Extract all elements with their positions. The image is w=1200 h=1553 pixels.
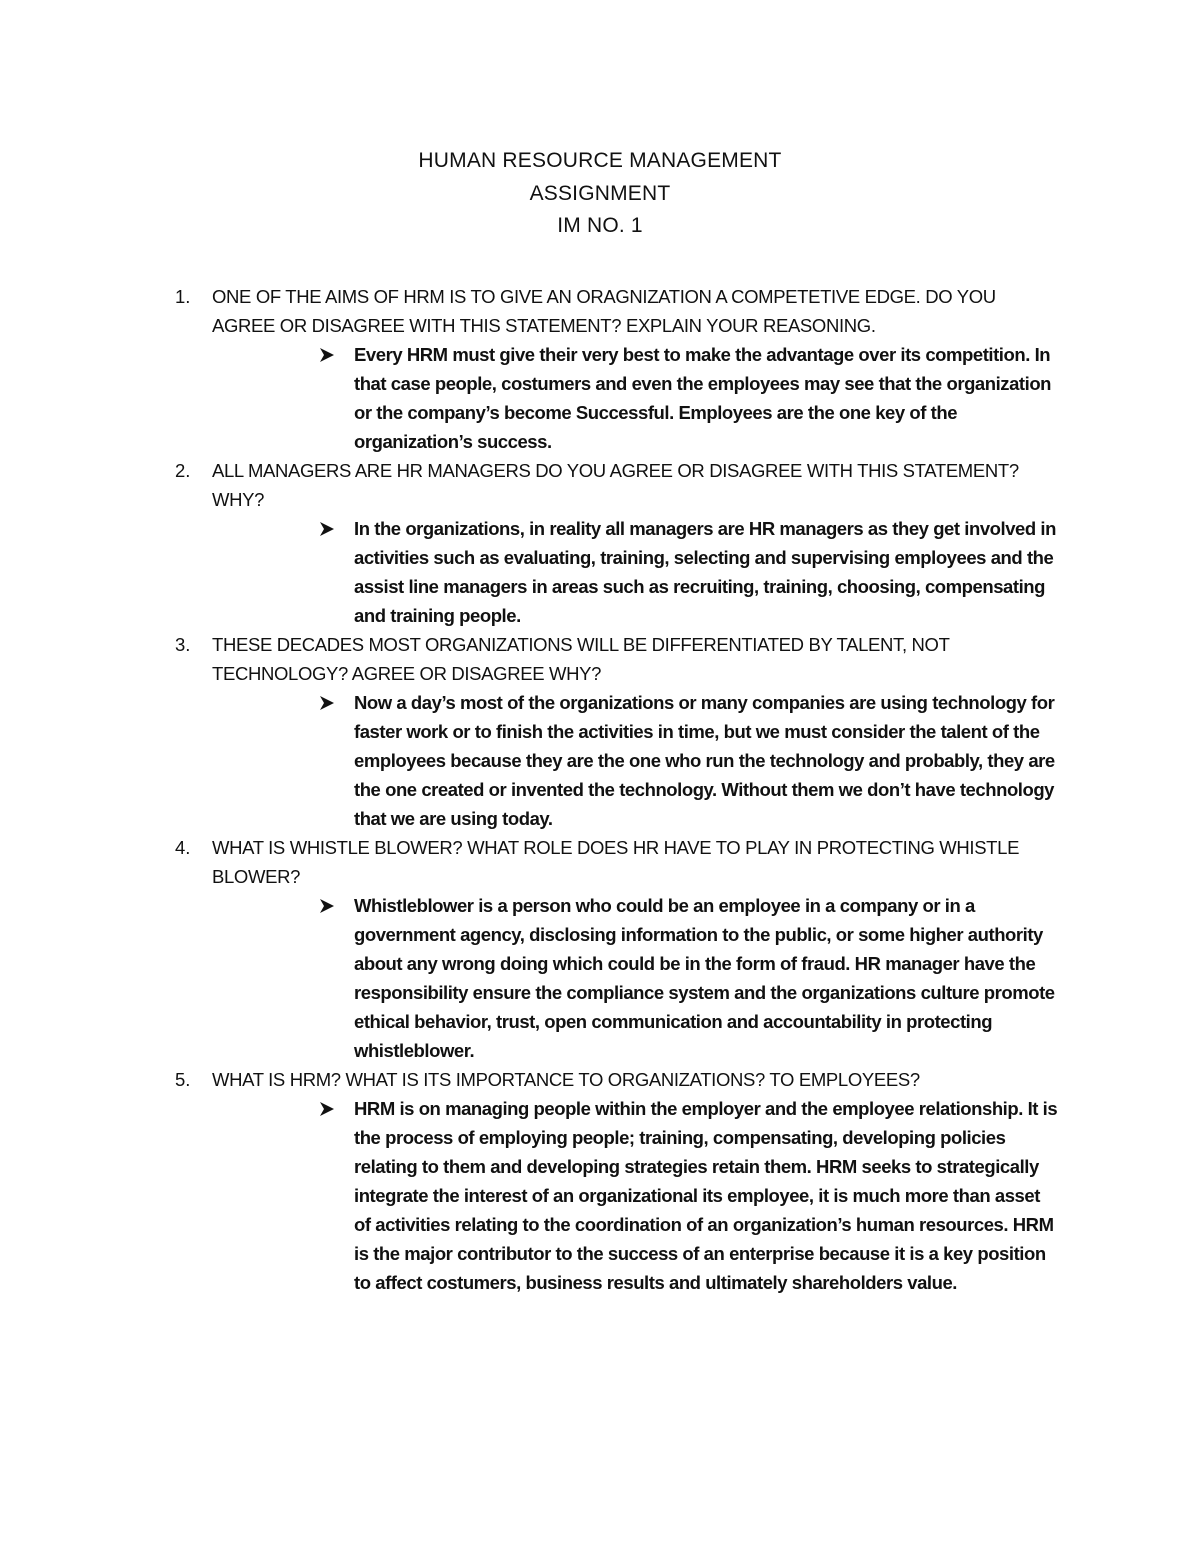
- question-item-3: [0, 630, 1200, 833]
- answer-block: [354, 514, 1059, 630]
- answer-text: Whistleblower is a person who could be an employee in a company or in a government agency, disclosing information to the public, or some higher authority about any wrong doing which could be in the form of fraud. HR manager have the responsibility ensure the compliance system and the organizations culture promote ethical behavior, trust, open communication and accountability in protecting whistleblower.: [354, 895, 1055, 1061]
- arrow-bullet-icon: [318, 346, 336, 364]
- question-number: 1.: [175, 286, 191, 307]
- answer-text: Now a day’s most of the organizations or many companies are using technology for faster work or to finish the activities in time, but we must consider the talent of the employees because they are the one who run the technology and probably, they are the one created or invented the technology. Without them we don’t have technology that we are using today.: [354, 692, 1055, 829]
- question-item-5: [0, 1065, 1200, 1297]
- arrow-bullet-icon: [318, 897, 336, 915]
- answer-block: [354, 891, 1059, 1065]
- question-list: [0, 282, 1200, 1297]
- title-line-1: HUMAN RESOURCE MANAGEMENT: [418, 149, 782, 172]
- title-line-3: IM NO. 1: [557, 214, 643, 237]
- question-text: WHAT IS HRM? WHAT IS ITS IMPORTANCE TO ORGANIZATIONS? TO EMPLOYEES?: [212, 1069, 920, 1090]
- arrow-bullet-icon: [318, 694, 336, 712]
- question-text: ALL MANAGERS ARE HR MANAGERS DO YOU AGREE OR DISAGREE WITH THIS STATEMENT? WHY?: [212, 460, 1019, 510]
- question-number: 2.: [175, 460, 191, 481]
- question-number: 5.: [175, 1069, 191, 1090]
- question-item-2: [0, 456, 1200, 630]
- question-item-1: [0, 282, 1200, 456]
- answer-block: [354, 688, 1059, 833]
- arrow-bullet-icon: [318, 1100, 336, 1118]
- answer-text: In the organizations, in reality all managers are HR managers as they get involved in activities such as evaluating, training, selecting and supervising employees and the assist line managers in areas such as recruiting, training, choosing, compensating and training people.: [354, 518, 1056, 626]
- question-text: WHAT IS WHISTLE BLOWER? WHAT ROLE DOES HR HAVE TO PLAY IN PROTECTING WHISTLE BLOWER?: [212, 837, 1020, 887]
- title-line-2: ASSIGNMENT: [529, 181, 671, 205]
- question-text: THESE DECADES MOST ORGANIZATIONS WILL BE DIFFERENTIATED BY TALENT, NOT TECHNOLOGY? AGREE OR DISAGREE WHY?: [212, 634, 950, 684]
- answer-text: Every HRM must give their very best to make the advantage over its competition. In that case people, costumers and even the employees may see that the organization or the company’s become Successful. Employees are the one key of the organization’s success.: [354, 344, 1052, 452]
- answer-text: HRM is on managing people within the employer and the employee relationship. It is the process of employing people; training, compensating, developing policies relating to them and developing strategies retain them. HRM seeks to strategically integrate the interest of an organizational its employee, it is much more than asset of activities relating to the coordination of an organization’s human resources. HRM is the major contributor to the success of an enterprise because it is a key position to affect costumers, business results and ultimately shareholders value.: [354, 1098, 1058, 1293]
- question-text: ONE OF THE AIMS OF HRM IS TO GIVE AN ORAGNIZATION A COMPETETIVE EDGE. DO YOU AGREE OR DISAGREE WITH THIS STATEMENT? EXPLAIN YOUR REASONING.: [212, 286, 996, 336]
- answer-block: [354, 1094, 1059, 1297]
- arrow-bullet-icon: [318, 520, 336, 538]
- question-item-4: [0, 833, 1200, 1065]
- answer-block: [354, 340, 1059, 456]
- question-number: 3.: [175, 634, 191, 655]
- question-number: 4.: [175, 837, 191, 858]
- document-title: [0, 145, 1200, 243]
